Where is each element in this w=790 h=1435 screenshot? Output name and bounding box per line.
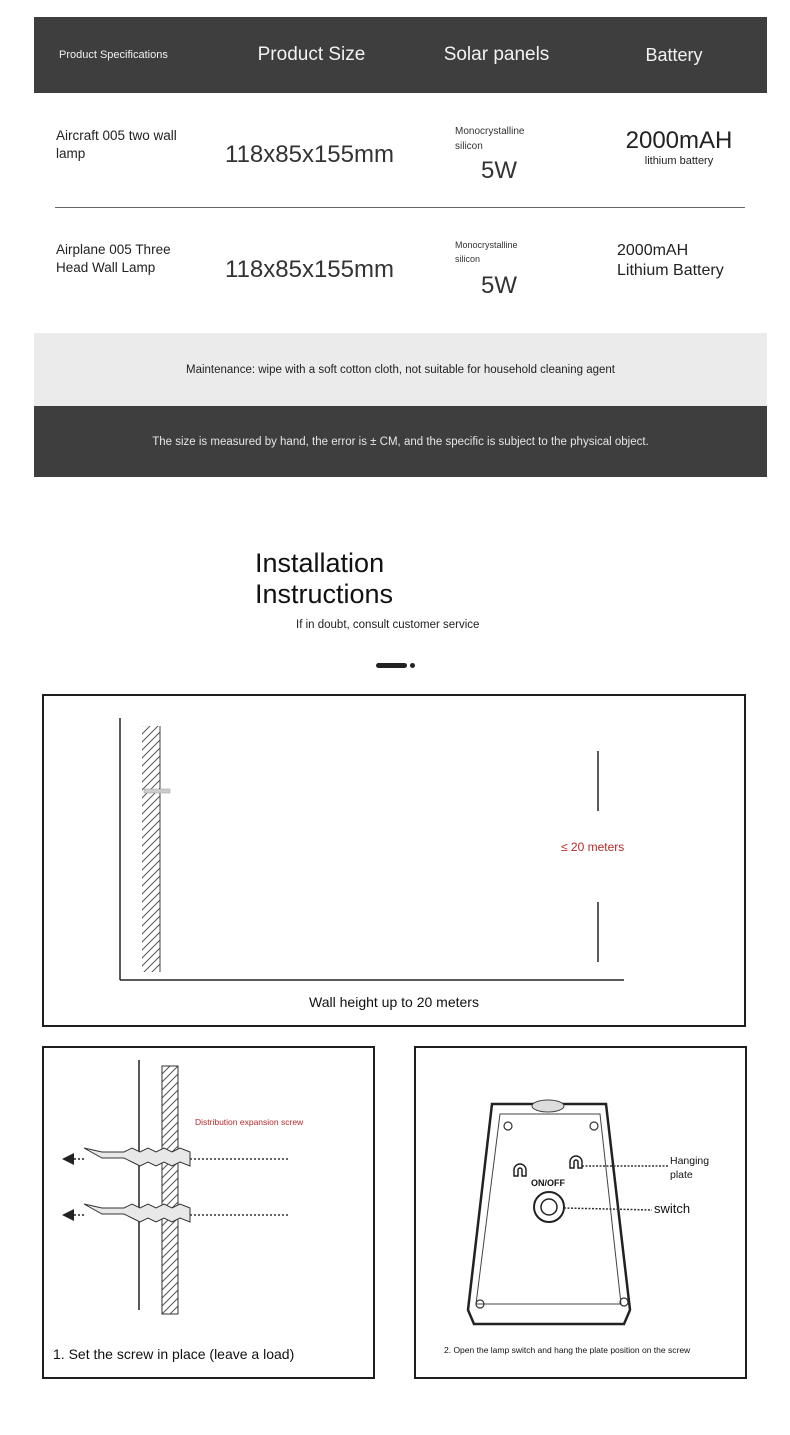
spec-row — [34, 208, 767, 322]
solar-panel-power: 5W — [481, 157, 517, 184]
maintenance-note — [34, 333, 767, 406]
wall-height-caption: Wall height up to 20 meters — [309, 994, 479, 1010]
header-product-specifications: Product Specifications — [59, 49, 168, 61]
lamp-back-illustration — [416, 1048, 745, 1377]
solar-panel-power: 5W — [481, 272, 517, 299]
spec-row — [34, 93, 767, 207]
wall-hatch — [142, 726, 160, 972]
measurement-note — [34, 406, 767, 477]
on-off-label: ON/OFF — [531, 1178, 565, 1188]
battery-type: Lithium Battery — [617, 262, 724, 279]
product-name: Aircraft 005 two wall lamp — [56, 128, 177, 161]
header-product-size: Product Size — [257, 44, 366, 65]
battery-type: lithium battery — [644, 155, 714, 167]
installation-title — [255, 548, 393, 610]
product-size: 118x85x155mm — [225, 256, 394, 283]
spec-table-header — [34, 17, 767, 93]
installation-subtitle: If in doubt, consult customer service — [296, 619, 480, 631]
battery-capacity: 2000mAH — [625, 127, 733, 154]
height-label: ≤ 20 meters — [561, 840, 625, 854]
lamp-top-cap — [532, 1100, 564, 1112]
product-name: Airplane 005 Three Head Wall Lamp — [56, 242, 171, 275]
step2-caption: 2. Open the lamp switch and hang the plate position on the screw — [444, 1345, 691, 1355]
wall-height-diagram — [42, 694, 746, 1027]
section-divider-dots — [376, 662, 416, 670]
lamp-mount-mark — [144, 789, 170, 793]
expansion-screw-illustration — [44, 1048, 373, 1377]
solar-panel-type: Monocrystalline silicon — [455, 240, 518, 264]
step1-diagram — [42, 1046, 375, 1379]
expansion-screw-label: Distribution expansion screw — [195, 1117, 304, 1127]
installation-title-line1: Installation — [255, 548, 385, 578]
step2-diagram — [414, 1046, 747, 1379]
switch-label: switch — [654, 1201, 691, 1216]
expansion-screw — [62, 1148, 288, 1166]
measurement-text: The size is measured by hand, the error is ± CM, and the specific is subject to the physical object. — [152, 435, 649, 448]
hanging-plate-label: Hanging plate — [670, 1155, 710, 1181]
divider-bar — [376, 663, 407, 668]
header-battery: Battery — [645, 44, 703, 65]
maintenance-text: Maintenance: wipe with a soft cotton cloth, not suitable for household cleaning agent — [186, 363, 615, 376]
header-solar-panels: Solar panels — [443, 44, 550, 65]
solar-panel-type: Monocrystalline silicon — [455, 126, 525, 152]
product-size: 118x85x155mm — [225, 141, 394, 168]
wall-height-illustration — [44, 696, 744, 1025]
expansion-screw — [62, 1204, 288, 1222]
step1-caption: 1. Set the screw in place (leave a load) — [53, 1346, 295, 1362]
divider-dot — [410, 663, 415, 668]
battery-capacity: 2000mAH — [617, 242, 689, 259]
installation-title-line2: Instructions — [255, 579, 394, 609]
wall-section — [162, 1066, 178, 1314]
